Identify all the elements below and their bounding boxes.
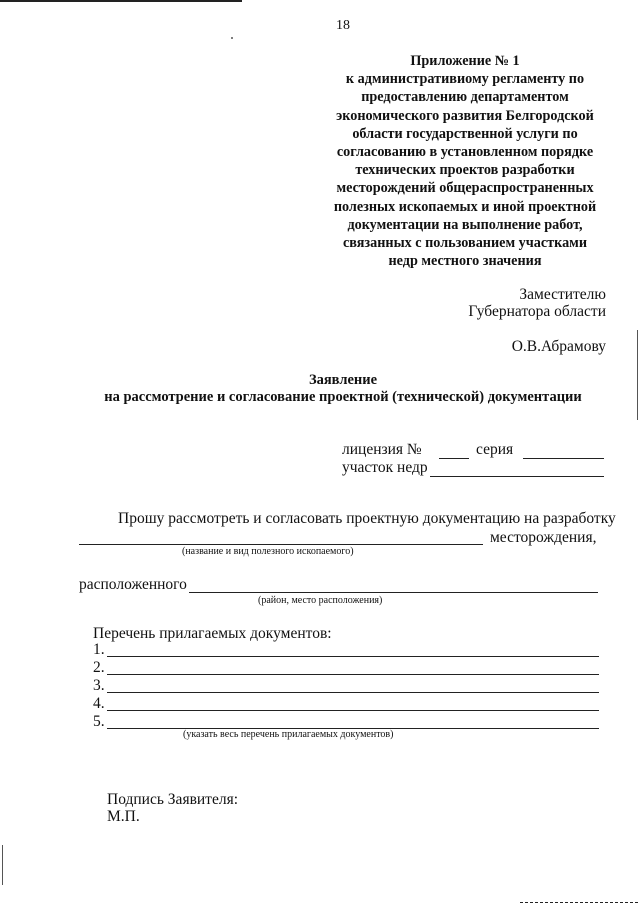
document-item-number: 5. [93,713,105,730]
document-item-field[interactable] [107,656,599,657]
appendix-line: полезных ископаемых и иной проектной [333,198,597,215]
deposit-name-field[interactable] [79,544,483,545]
page-number: 18 [336,18,350,33]
scan-bottom-line [520,902,638,903]
appendix-line: к административиому регламенту по [345,71,585,88]
appendix-block [300,52,630,270]
document-item-field[interactable] [107,710,599,711]
document-item-field[interactable] [107,674,599,675]
appendix-line: связанных с пользованием участками [342,235,587,252]
deposit-caption: (название и вид полезного ископаемого) [182,546,354,557]
addressee-position: Губернатора области [468,303,606,320]
appendix-line: экономического развития Белгородской [336,107,594,124]
document-item-number: 3. [93,677,105,694]
stamp-label: М.П. [107,808,140,825]
appendix-line: недр местного значения [388,253,542,270]
document-title: Заявление [308,372,378,388]
scan-edge-mark [637,330,638,420]
deposit-suffix: месторождения, [490,529,597,546]
document-item-number: 4. [93,695,105,712]
addressee-title: Заместителю [519,286,606,303]
addressee-name: О.В.Абрамову [511,338,606,355]
appendix-line: месторождений общераспространенных [336,180,594,197]
top-border-line [0,0,242,2]
request-text: Прошу рассмотреть и согласовать проектную документацию на разработку [118,510,616,527]
license-label: лицензия № [342,441,422,458]
subsoil-plot-field[interactable] [430,476,604,477]
scan-edge-mark [2,845,3,885]
document-item-number: 1. [93,641,105,658]
document-item-number: 2. [93,659,105,676]
document-subtitle: на рассмотрение и согласование проектной (технической) документации [104,389,582,405]
appendix-line: области государственной услуги по [352,125,578,142]
license-number-field[interactable] [439,458,469,459]
location-field[interactable] [189,592,598,593]
appendix-line: согласованию в установленном порядке [336,144,594,161]
appendix-line: предоставлению департаментом [361,89,569,106]
documents-caption: (указать весь перечень прилагаемых документов) [183,729,394,740]
scan-speck [231,37,233,39]
series-field[interactable] [523,458,604,459]
document-item-field[interactable] [107,692,599,693]
appendix-heading: Приложение № 1 [410,53,520,69]
appendix-line: технических проектов разработки [355,162,575,179]
signature-label: Подпись Заявителя: [107,791,239,808]
subsoil-plot-label: участок недр [342,459,428,476]
location-caption: (район, место расположения) [258,595,383,606]
appendix-line: документации на выполнение работ, [347,216,583,233]
series-label: серия [476,441,514,458]
located-label: расположенного [79,576,187,593]
documents-heading: Перечень прилагаемых документов: [93,625,332,642]
